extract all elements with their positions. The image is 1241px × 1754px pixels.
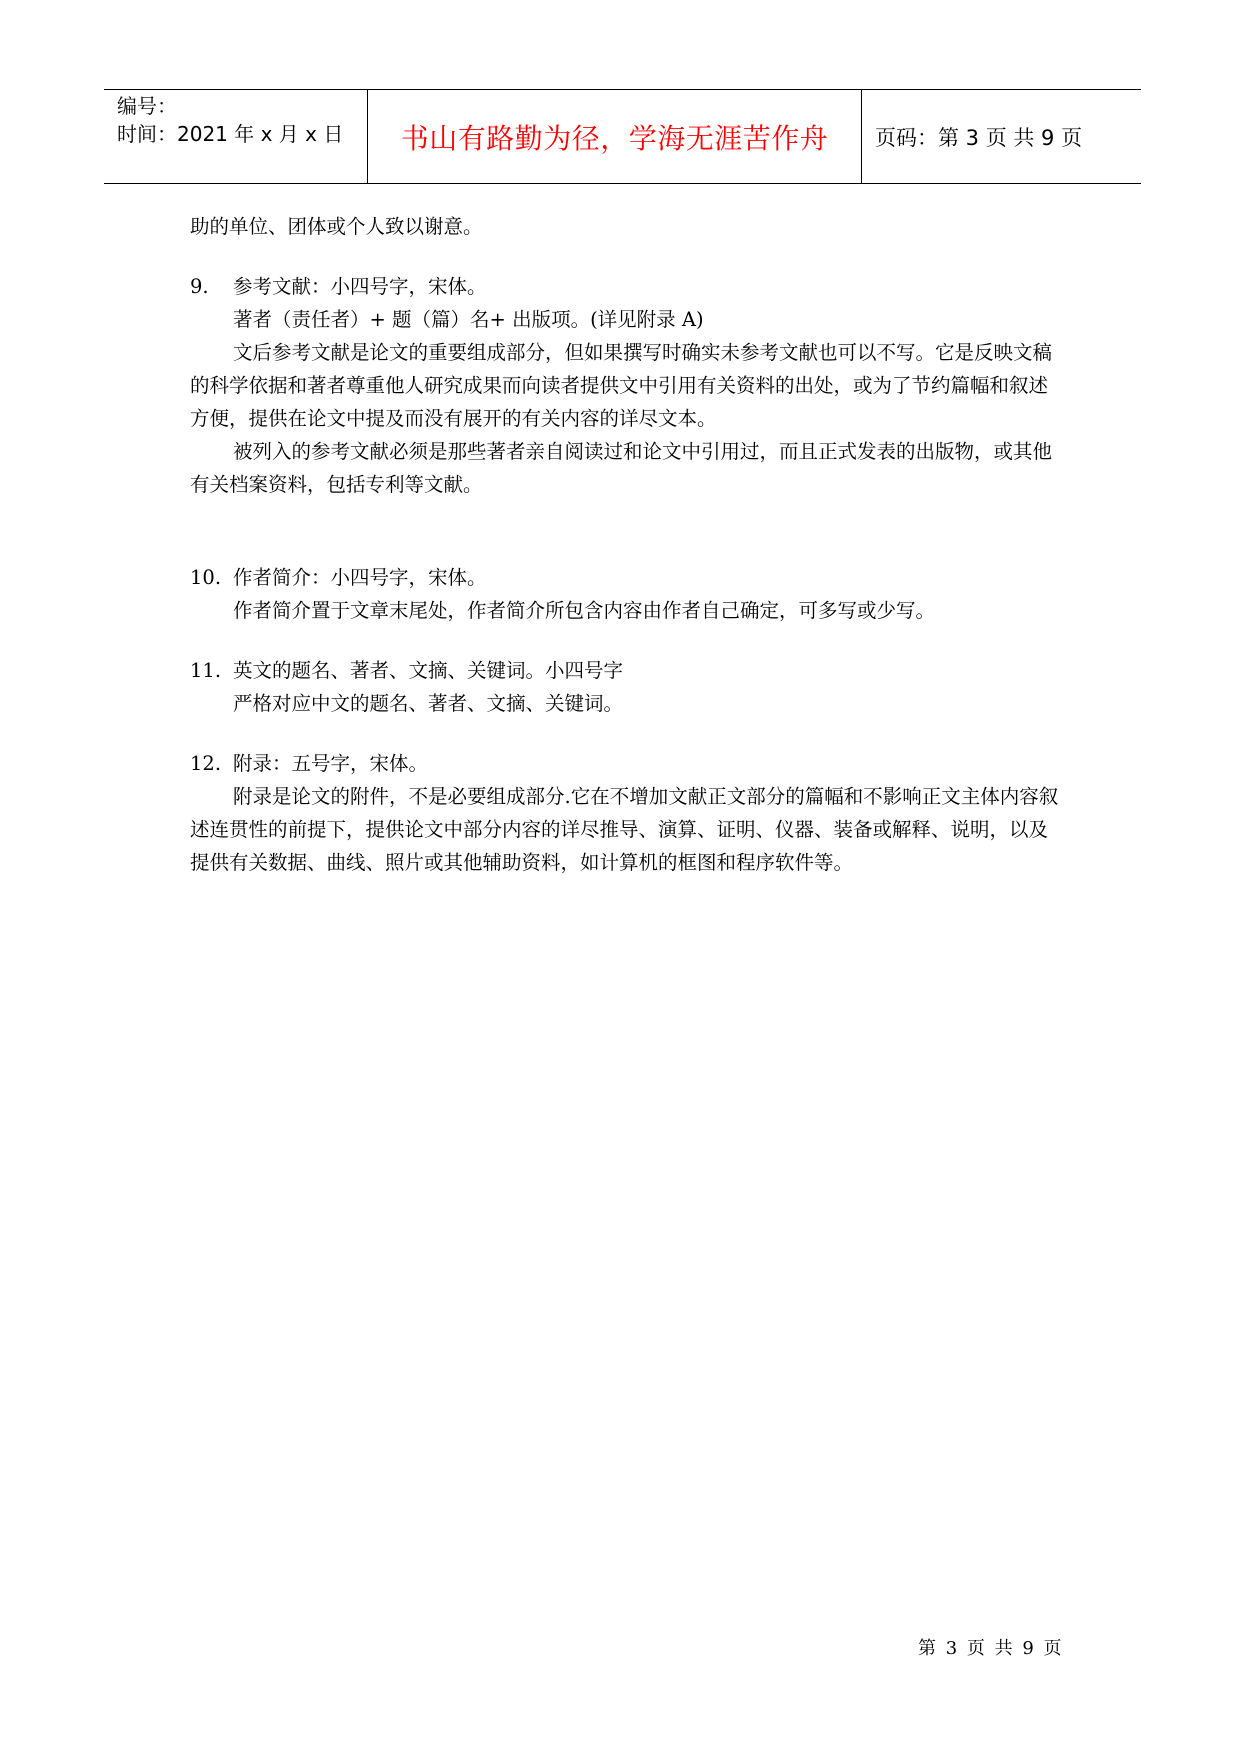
section-9-format: 著者（责任者）+ 题（篇）名+ 出版项。(详见附录 A) — [233, 308, 704, 331]
section-9-paragraph-2: 被列入的参考文献必须是那些著者亲自阅读过和论文中引用过，而且正式发表的出版物，或其他有关档案资料，包括专利等文献。 — [190, 440, 1053, 496]
section-9 — [190, 270, 1060, 303]
section-11-paragraph: 严格对应中文的题名、著者、文摘、关键词。 — [233, 692, 624, 715]
document-time-label: 时间：2021 年 x 月 x 日 — [117, 122, 344, 146]
document-body — [190, 210, 1060, 879]
section-9-number: 9. — [190, 275, 209, 298]
section-12-paragraph: 附录是论文的附件，不是必要组成部分.它在不增加文献正文部分的篇幅和不影响正文主体内容叙述连贯性的前提下，提供论文中部分内容的详尽推导、演算、证明、仪器、装备或解释、说明，以及提供有关数据、曲线、照片或其他辅助资料，如计算机的框图和程序软件等。 — [190, 785, 1059, 874]
header-left-cell — [104, 90, 368, 183]
header-page-label: 页码：第 3 页 共 9 页 — [875, 125, 1083, 150]
section-9-title: 参考文献：小四号字，宋体。 — [233, 275, 487, 298]
document-number-label: 编号： — [117, 94, 177, 118]
section-9-paragraph-1: 文后参考文献是论文的重要组成部分，但如果撰写时确实未参考文献也可以不写。它是反映文稿的科学依据和著者尊重他人研究成果而向读者提供文中引用有关资料的出处，或为了节约篇幅和叙述方便，提供在论文中提及而没有展开的有关内容的详尽文本。 — [190, 341, 1053, 430]
section-11-number: 11. — [190, 659, 222, 682]
section-10-title: 作者简介：小四号字，宋体。 — [233, 566, 487, 589]
section-10-number: 10. — [190, 566, 222, 589]
continuation-text: 助的单位、团体或个人致以谢意。 — [190, 215, 483, 238]
section-12-number: 12. — [190, 752, 222, 775]
section-12 — [190, 747, 1060, 780]
section-10 — [190, 561, 1060, 594]
section-12-title: 附录：五号字，宋体。 — [233, 752, 429, 775]
section-11 — [190, 654, 1060, 687]
page-header — [104, 89, 1141, 184]
section-11-title: 英文的题名、著者、文摘、关键词。小四号字 — [233, 659, 624, 682]
section-10-paragraph: 作者简介置于文章末尾处，作者简介所包含内容由作者自己确定，可多写或少写。 — [233, 599, 936, 622]
page-footer: 第 3 页 共 9 页 — [918, 1638, 1064, 1659]
header-motto: 书山有路勤为径，学海无涯苦作舟 — [368, 90, 862, 183]
